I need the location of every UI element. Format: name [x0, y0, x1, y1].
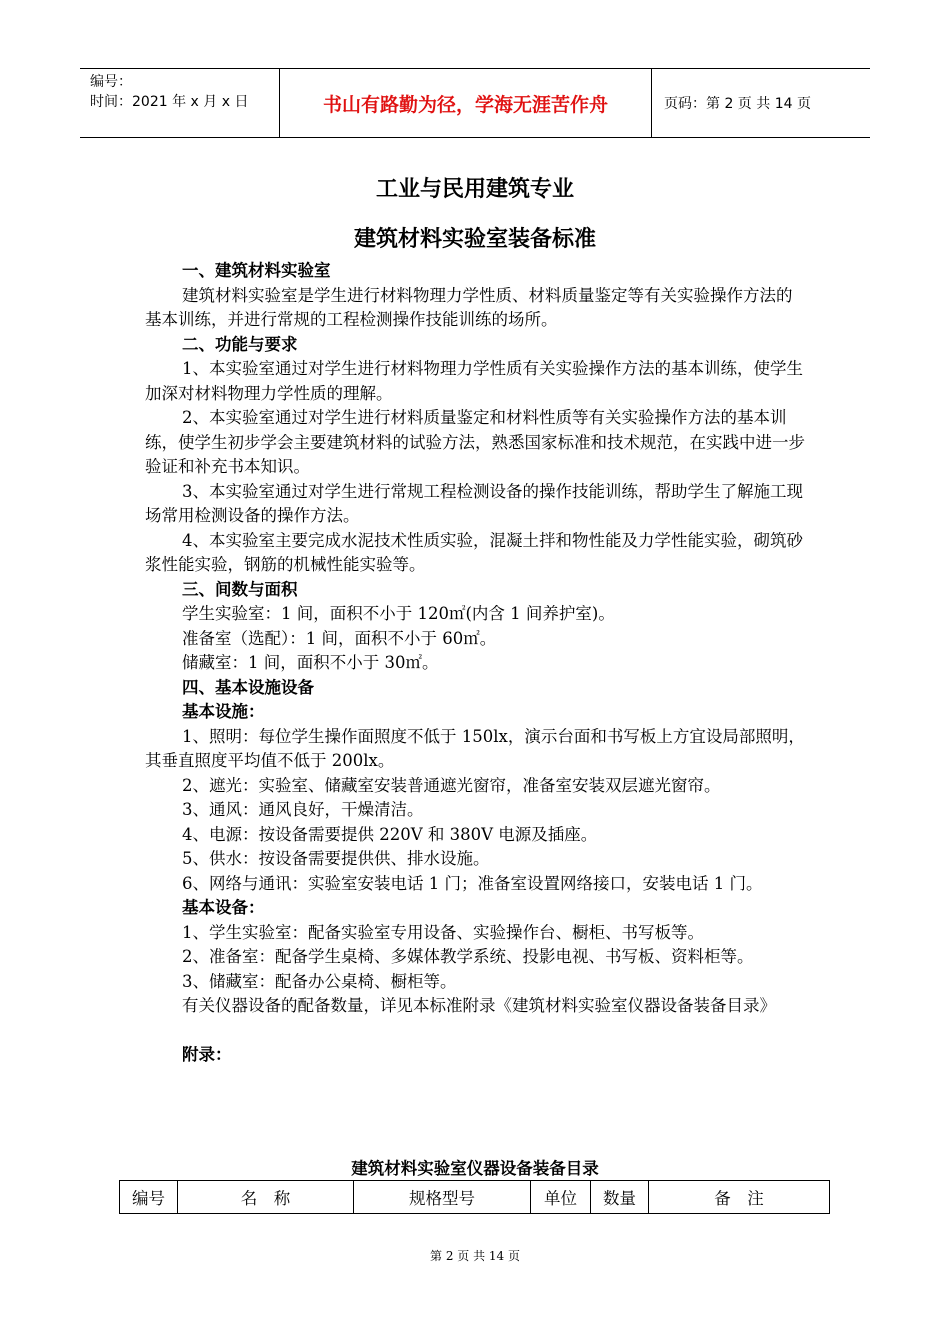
column-header: 规格型号: [354, 1181, 531, 1214]
section-heading-2: 二、功能与要求: [182, 334, 298, 354]
section-heading-4: 四、基本设施设备: [182, 677, 314, 697]
column-header: 名 称: [178, 1181, 354, 1214]
column-header: 数量: [591, 1181, 649, 1214]
table-header-row: [120, 1181, 830, 1214]
paragraph: 2、遮光：实验室、储藏室安装普通遮光窗帘，准备室安装双层遮光窗帘。: [182, 775, 721, 795]
paragraph: 1、本实验室通过对学生进行材料物理力学性质有关实验操作方法的基本训练，使学生加深对材料物理力学性质的理解。: [145, 359, 803, 403]
subheading-facilities: 基本设施：: [182, 702, 265, 721]
paragraph: 1、照明：每位学生操作面照度不低于 150lx，演示台面和书写板上方宜设局部照明，其垂直照度平均值不低于 200lx。: [145, 726, 805, 770]
paragraph: 1、学生实验室：配备实验室专用设备、实验操作台、橱柜、书写板等。: [182, 922, 704, 942]
paragraph: 3、本实验室通过对学生进行常规工程检测设备的操作技能训练，帮助学生了解施工现场常用检测设备的操作方法。: [145, 481, 803, 525]
section-heading-1: 一、建筑材料实验室: [182, 261, 331, 280]
document-date: 时间：2021 年 x 月 x 日: [90, 94, 249, 110]
paragraph: 3、通风：通风良好，干燥清洁。: [182, 800, 424, 819]
section-heading-3: 三、间数与面积: [182, 579, 298, 599]
spacer: [145, 1019, 808, 1043]
header-motto: 书山有路勤为径，学海无涯苦作舟: [280, 69, 652, 137]
column-header: 备 注: [649, 1181, 830, 1214]
document-title-major: 工业与民用建筑专业: [375, 177, 574, 202]
header-page-number: 页码：第 2 页 共 14 页: [664, 96, 811, 112]
paragraph: 5、供水：按设备需要提供供、排水设施。: [182, 849, 490, 868]
header-table: [80, 68, 870, 138]
paragraph: 3、储藏室：配备办公桌椅、橱柜等。: [182, 971, 457, 991]
column-header: 编号: [120, 1181, 178, 1214]
paragraph: 建筑材料实验室是学生进行材料物理力学性质、材料质量鉴定等有关实验操作方法的基本训练，并进行常规的工程检测操作技能训练的场所。: [145, 285, 793, 329]
paragraph: 准备室（选配）：1 间，面积不小于 60㎡。: [182, 628, 497, 648]
subheading-equipment: 基本设备：: [182, 898, 265, 917]
paragraph: 4、电源：按设备需要提供 220V 和 380V 电源及插座。: [182, 824, 598, 844]
paragraph: 2、本实验室通过对学生进行材料质量鉴定和材料性质等有关实验操作方法的基本训练，使学生初步学会主要建筑材料的试验方法，熟悉国家标准和技术规范，在实践中进一步验证和补充书本知识。: [145, 408, 805, 476]
paragraph: 2、准备室：配备学生桌椅、多媒体教学系统、投影电视、书写板、资料柜等。: [182, 947, 754, 966]
paragraph: 学生实验室：1 间，面积不小于 120㎡(内含 1 间养护室)。: [182, 604, 615, 623]
equipment-catalog-table: [119, 1180, 830, 1214]
document-number-label: 编号：: [90, 74, 132, 90]
column-header: 单位: [531, 1181, 591, 1214]
paragraph: 储藏室：1 间，面积不小于 30㎡。: [182, 653, 439, 672]
document-title-standard: 建筑材料实验室装备标准: [353, 227, 596, 252]
header-meta-cell: [80, 69, 280, 137]
appendix-title: 建筑材料实验室仪器设备装备目录: [351, 1159, 599, 1178]
paragraph: 6、网络与通讯：实验室安装电话 1 门；准备室设置网络接口，安装电话 1 门。: [182, 873, 763, 893]
document-body: [145, 259, 808, 1067]
paragraph: 有关仪器设备的配备数量，详见本标准附录《建筑材料实验室仪器设备装备目录》: [182, 996, 776, 1015]
appendix-label: 附录：: [182, 1044, 232, 1064]
page-footer: 第 2 页 共 14 页: [430, 1249, 520, 1263]
paragraph: 4、本实验室主要完成水泥技术性质实验，混凝土拌和物性能及力学性能实验，砌筑砂浆性能实验，钢筋的机械性能实验等。: [145, 530, 803, 574]
